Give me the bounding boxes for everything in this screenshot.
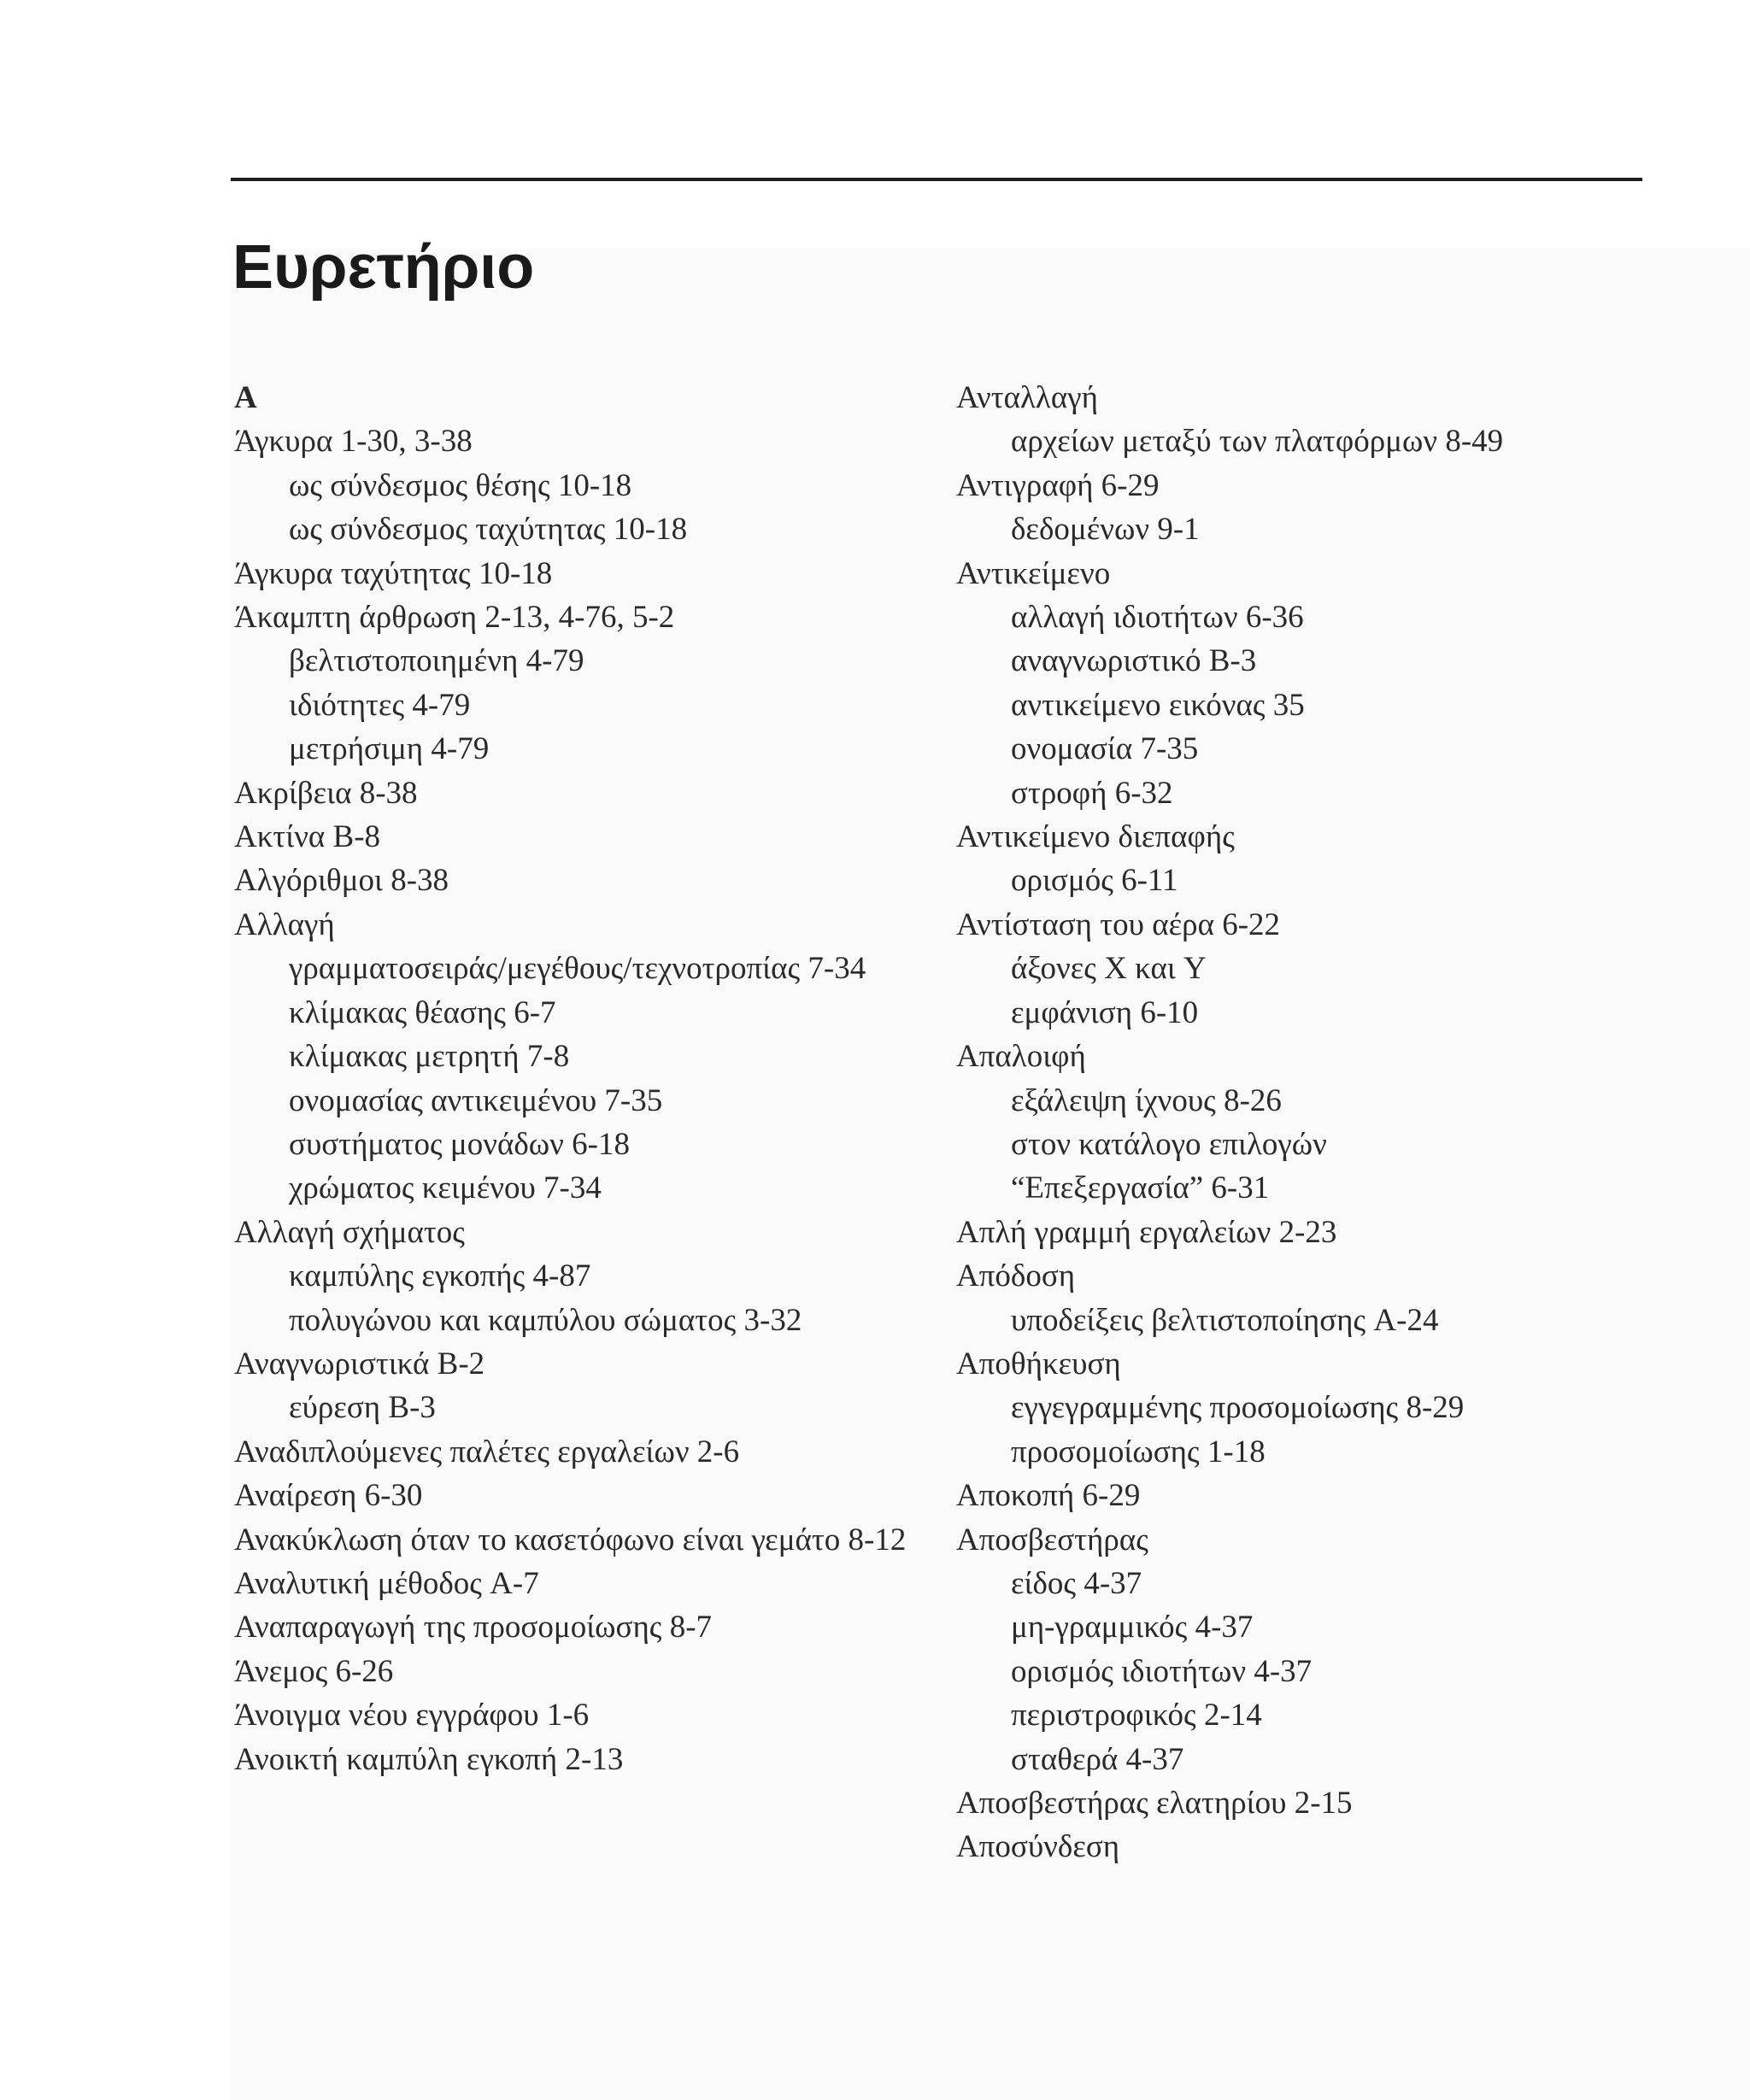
index-entry: Ανακύκλωση όταν το κασετόφωνο είναι γεμάτο 8-12 xyxy=(234,1522,907,1557)
index-subentry: προσομοίωσης 1-18 xyxy=(1011,1434,1266,1469)
index-subentry: υποδείξεις βελτιστοποίησης A-24 xyxy=(1011,1302,1439,1338)
index-subentry: γραμματοσειράς/μεγέθους/τεχνοτροπίας 7-34 xyxy=(289,951,866,987)
index-subentry: καμπύλης εγκοπής 4-87 xyxy=(289,1258,591,1294)
index-subentry: μετρήσιμη 4-79 xyxy=(289,731,490,767)
index-subentry: αλλαγή ιδιοτήτων 6-36 xyxy=(1011,600,1304,636)
index-subentry: συστήματος μονάδων 6-18 xyxy=(289,1126,630,1162)
index-subentry: χρώματος κειμένου 7-34 xyxy=(289,1170,602,1206)
index-column-right xyxy=(956,376,1631,1869)
index-entry: Αναπαραγωγή της προσομοίωσης 8-7 xyxy=(234,1610,713,1645)
index-subentry: ονομασίας αντικειμένου 7-35 xyxy=(289,1082,663,1118)
index-subentry: στροφή 6-32 xyxy=(1011,775,1173,811)
index-entry: Ανοικτή καμπύλη εγκοπή 2-13 xyxy=(234,1741,624,1777)
index-entry: Απόδοση xyxy=(956,1258,1076,1294)
index-subentry: περιστροφικός 2-14 xyxy=(1011,1698,1262,1733)
index-entry: Ακτίνα B-8 xyxy=(234,819,381,855)
index-entry: Ακρίβεια 8-38 xyxy=(234,775,418,811)
index-entry: Αναλυτική μέθοδος A-7 xyxy=(234,1565,539,1601)
index-entry: Αναγνωριστικά B-2 xyxy=(234,1346,485,1381)
index-entry: Αλλαγή σχήματος xyxy=(234,1214,465,1250)
index-subentry: κλίμακας θέασης 6-7 xyxy=(289,994,556,1030)
index-subentry: “Επεξεργασία” 6-31 xyxy=(1011,1170,1270,1206)
index-subentry: ορισμός ιδιοτήτων 4-37 xyxy=(1011,1653,1312,1689)
header-rule xyxy=(231,178,1642,181)
index-entry: Αλγόριθμοι 8-38 xyxy=(234,863,449,899)
index-entry: Αποσβεστήρας xyxy=(956,1522,1148,1557)
index-subentry: αναγνωριστικό B-3 xyxy=(1011,643,1257,679)
page-title: Ευρετήριο xyxy=(232,233,535,302)
index-subentry: στον κατάλογο επιλογών xyxy=(1011,1126,1327,1162)
index-letter-heading: A xyxy=(234,380,257,415)
index-entry: Άνεμος 6-26 xyxy=(234,1653,394,1689)
index-subentry: ονομασία 7-35 xyxy=(1011,731,1199,767)
index-subentry: κλίμακας μετρητή 7-8 xyxy=(289,1039,570,1075)
index-entry: Αντίσταση του αέρα 6-22 xyxy=(956,906,1281,942)
index-entry: Αντικείμενο xyxy=(956,555,1111,591)
index-subentry: αντικείμενο εικόνας 35 xyxy=(1011,687,1305,723)
index-subentry: ως σύνδεσμος ταχύτητας 10-18 xyxy=(289,512,688,548)
index-entry: Απαλοιφή xyxy=(956,1039,1086,1075)
index-entry: Άγκυρα ταχύτητας 10-18 xyxy=(234,555,553,591)
index-subentry: ως σύνδεσμος θέσης 10-18 xyxy=(289,467,632,503)
index-subentry: μη-γραμμικός 4-37 xyxy=(1011,1610,1254,1645)
index-entry: Αναίρεση 6-30 xyxy=(234,1478,423,1514)
index-entry: Αποθήκευση xyxy=(956,1346,1121,1381)
index-entry: Αναδιπλούμενες παλέτες εργαλείων 2-6 xyxy=(234,1434,740,1469)
index-subentry: ορισμός 6-11 xyxy=(1011,863,1178,899)
index-subentry: ιδιότητες 4-79 xyxy=(289,687,471,723)
index-entry: Απλή γραμμή εργαλείων 2-23 xyxy=(956,1214,1337,1250)
index-subentry: εύρεση B-3 xyxy=(289,1390,436,1426)
index-entry: Άνοιγμα νέου εγγράφου 1-6 xyxy=(234,1698,590,1733)
index-column-left xyxy=(234,376,909,1781)
index-entry: Αποκοπή 6-29 xyxy=(956,1478,1141,1514)
index-subentry: εξάλειψη ίχνους 8-26 xyxy=(1011,1082,1282,1118)
index-subentry: βελτιστοποιημένη 4-79 xyxy=(289,643,584,679)
index-subentry: πολυγώνου και καμπύλου σώματος 3-32 xyxy=(289,1302,802,1338)
index-subentry: εμφάνιση 6-10 xyxy=(1011,994,1199,1030)
index-entry: Άκαμπτη άρθρωση 2-13, 4-76, 5-2 xyxy=(234,600,675,636)
index-subentry: σταθερά 4-37 xyxy=(1011,1741,1184,1777)
index-subentry: αρχείων μεταξύ των πλατφόρμων 8-49 xyxy=(1011,424,1504,460)
index-entry: Αντιγραφή 6-29 xyxy=(956,467,1160,503)
index-entry: Άγκυρα 1-30, 3-38 xyxy=(234,424,473,460)
index-entry: Ανταλλαγή xyxy=(956,380,1098,415)
index-entry: Αποσύνδεση xyxy=(956,1829,1120,1865)
index-subentry: άξονες X και Y xyxy=(1011,951,1207,987)
index-subentry: δεδομένων 9-1 xyxy=(1011,512,1200,548)
index-subentry: εγγεγραμμένης προσομοίωσης 8-29 xyxy=(1011,1390,1465,1426)
index-entry: Αλλαγή xyxy=(234,906,335,942)
index-entry: Αποσβεστήρας ελατηρίου 2-15 xyxy=(956,1786,1353,1821)
index-entry: Αντικείμενο διεπαφής xyxy=(956,819,1235,855)
index-subentry: είδος 4-37 xyxy=(1011,1565,1142,1601)
